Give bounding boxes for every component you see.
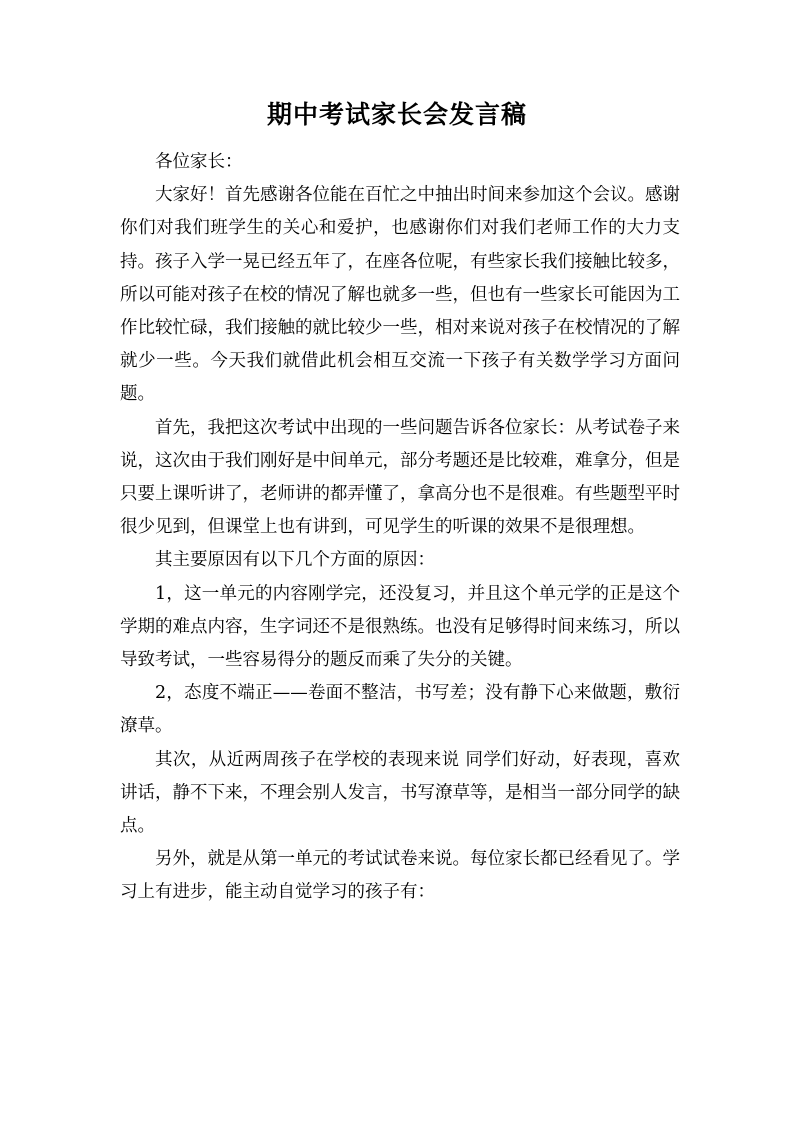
- paragraph-first-unit: 另外，就是从第一单元的考试试卷来说。每位家长都已经看见了。学习上有进步，能主动自觉学习的孩子有：: [120, 849, 680, 903]
- paragraph-reasons-intro: 其主要原因有以下几个方面的原因：: [155, 550, 435, 571]
- document-body: [120, 146, 680, 910]
- paragraph-reason-1: 1，这一单元的内容刚学完，还没复习，并且这个单元学的正是这个学期的难点内容，生字词还不是很熟练。也没有足够得时间来练习，所以导致考试，一些容易得分的题反而乘了失分的关键。: [120, 583, 680, 671]
- document-title: 期中考试家长会发言稿: [266, 100, 527, 129]
- paragraph-greeting: 大家好！首先感谢各位能在百忙之中抽出时间来参加这个会议。感谢你们对我们班学生的关心和爱护，也感谢你们对我们老师工作的大力支持。孩子入学一晃已经五年了，在座各位呢，有些家长我们接触比较多，所以可能对孩子在校的情况了解也就多一些，但也有一些家长可能因为工作比较忙碌，我们接触的就比较少一些，相对来说对孩子在校情况的了解就少一些。今天我们就借此机会相互交流一下孩子有关数学学习方面问题。: [120, 185, 680, 405]
- paragraph-reason-2: 2，态度不端正——卷面不整洁，书写差；没有静下心来做题，敷衍潦草。: [120, 683, 680, 737]
- salutation: 各位家长：: [155, 152, 243, 172]
- paragraph-exam-issues: 首先，我把这次考试中出现的一些问题告诉各位家长：从考试卷子来说，这次由于我们刚好是中间单元，部分考题还是比较难，难拿分，但是只要上课听讲了，老师讲的都弄懂了，拿高分也不是很难。有些题型平时很少见到，但课堂上也有讲到，可见学生的听课的效果不是很理想。: [120, 417, 680, 538]
- paragraph-behavior: 其次，从近两周孩子在学校的表现来说 同学们好动，好表现，喜欢讲话，静不下来，不理会别人发言，书写潦草等，是相当一部分同学的缺点。: [120, 749, 680, 837]
